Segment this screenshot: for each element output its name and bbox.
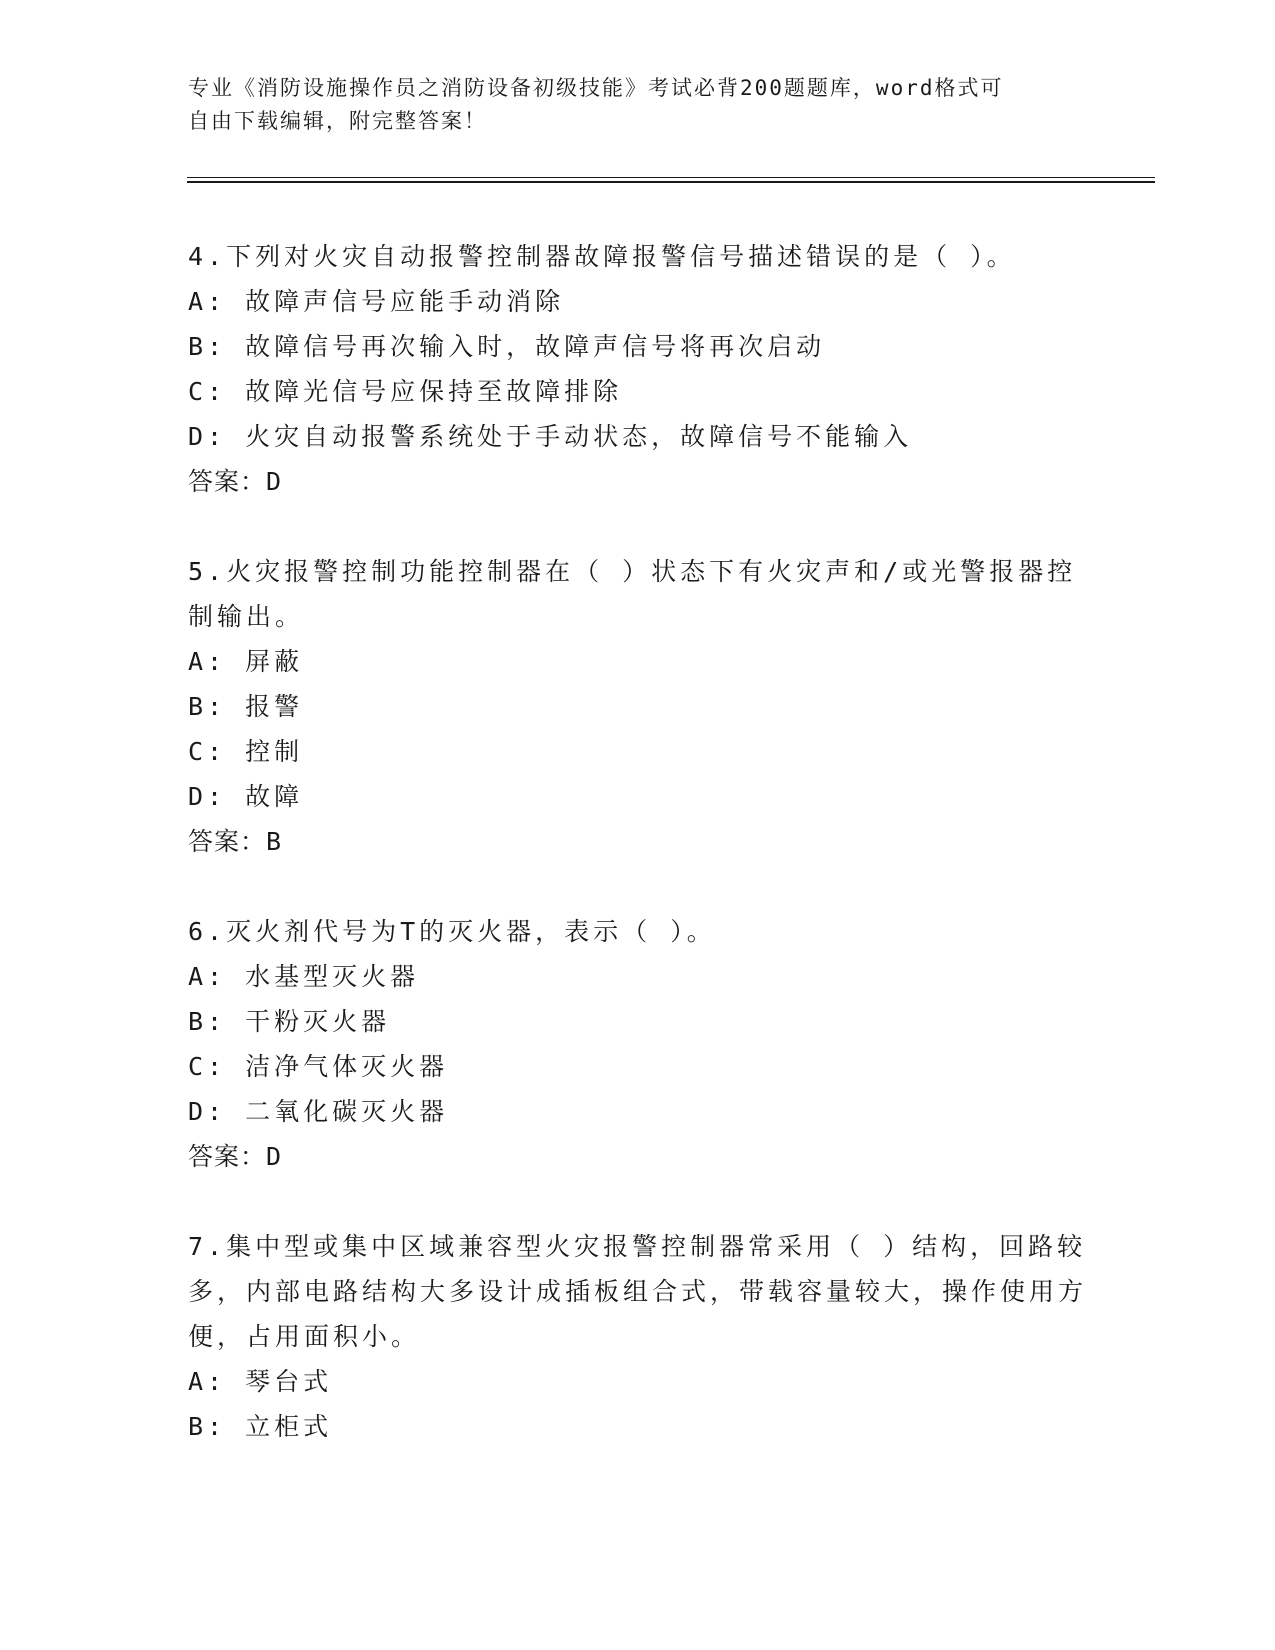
- answer-line: 答案：D: [188, 1142, 283, 1171]
- option-b: B: 故障信号再次输入时，故障声信号将再次启动: [188, 332, 826, 361]
- question-stem: 4.下列对火灾自动报警控制器故障报警信号描述错误的是（ ）。: [188, 242, 1016, 271]
- option-b: B: 干粉灭火器: [188, 1007, 391, 1036]
- question-7: [188, 1224, 1088, 1449]
- option-a: A: 故障声信号应能手动消除: [188, 287, 565, 316]
- option-d: D: 故障: [188, 782, 304, 811]
- question-4: [188, 234, 1088, 504]
- option-a: A: 屏蔽: [188, 647, 304, 676]
- question-6: [188, 909, 1088, 1179]
- option-a: A: 琴台式: [188, 1367, 333, 1396]
- question-list: [188, 234, 1088, 1494]
- option-c: C: 故障光信号应保持至故障排除: [188, 377, 623, 406]
- header-divider-thin: [187, 177, 1155, 178]
- option-a: A: 水基型灭火器: [188, 962, 420, 991]
- option-d: D: 二氧化碳灭火器: [188, 1097, 449, 1126]
- option-b: B: 报警: [188, 692, 304, 721]
- option-c: C: 控制: [188, 737, 304, 766]
- header-line-1: 专业《消防设施操作员之消防设备初级技能》考试必背200题题库，word格式可: [188, 76, 1004, 100]
- document-header: [188, 72, 1068, 138]
- header-line-2: 自由下载编辑，附完整答案！: [188, 109, 487, 133]
- option-c: C: 洁净气体灭火器: [188, 1052, 449, 1081]
- option-b: B: 立柜式: [188, 1412, 333, 1441]
- question-5: [188, 549, 1088, 864]
- question-stem: 5.火灾报警控制功能控制器在（ ）状态下有火灾声和/或光警报器控制输出。: [188, 557, 1077, 631]
- question-stem: 7.集中型或集中区域兼容型火灾报警控制器常采用（ ）结构，回路较多，内部电路结构大多设计成插板组合式，带载容量较大，操作使用方便，占用面积小。: [188, 1232, 1088, 1351]
- answer-line: 答案：B: [188, 827, 283, 856]
- option-d: D: 火灾自动报警系统处于手动状态，故障信号不能输入: [188, 422, 913, 451]
- header-divider-thick: [187, 181, 1155, 183]
- question-stem: 6.灭火剂代号为T的灭火器，表示（ ）。: [188, 917, 716, 946]
- answer-line: 答案：D: [188, 467, 283, 496]
